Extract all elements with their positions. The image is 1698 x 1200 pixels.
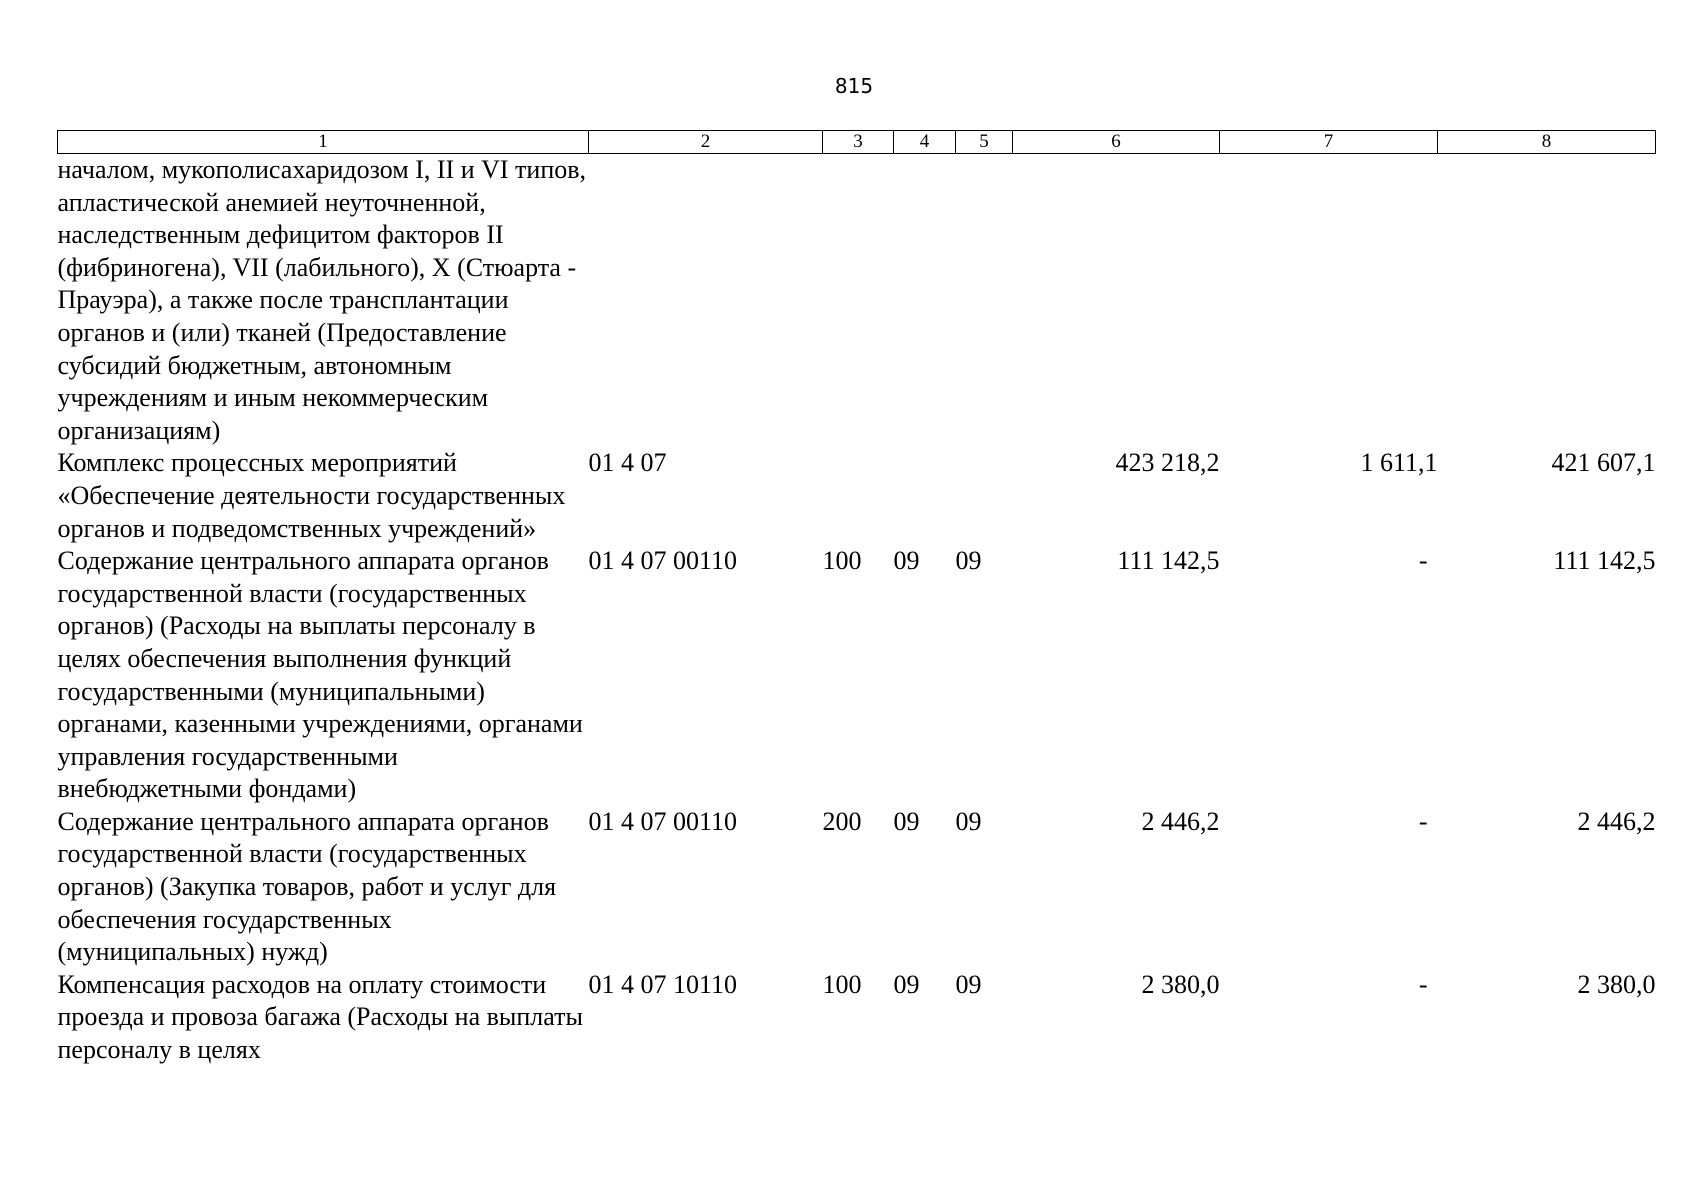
row-col6	[1013, 154, 1220, 448]
row-code: 01 4 07 00110	[588, 546, 738, 576]
row-col6: 2 446,2	[1141, 806, 1220, 836]
row-name: Комплекс процессных мероприятий «Обеспечение деятельности государственных органов и подведомственных учреждений»	[57, 448, 566, 543]
column-header-4: 4	[894, 131, 956, 154]
row-expense-type	[823, 154, 894, 448]
budget-table	[57, 130, 1656, 1067]
row-subsection	[956, 447, 1013, 545]
column-header-5: 5	[956, 131, 1013, 154]
column-header-2: 2	[589, 131, 823, 154]
table-row	[58, 806, 1656, 969]
page-number: 815	[834, 74, 874, 98]
column-header-7: 7	[1220, 131, 1438, 154]
column-header-6: 6	[1013, 131, 1220, 154]
column-header-3: 3	[823, 131, 894, 154]
row-section	[894, 447, 956, 545]
row-expense-type: 100	[822, 546, 862, 576]
row-name: Компенсация расходов на оплату стоимости проезда и провоза багажа (Расходы на выплаты персоналу в целях	[57, 969, 583, 1065]
column-header-1: 1	[58, 131, 589, 154]
row-col7: 1 611,1	[1360, 448, 1438, 478]
row-code: 01 4 07 10110	[588, 969, 738, 999]
row-col8	[1438, 154, 1656, 448]
row-section: 09	[893, 969, 920, 999]
row-col8: 2 446,2	[1577, 806, 1656, 836]
row-subsection: 09	[955, 969, 982, 999]
table-header	[58, 131, 1656, 154]
table-row	[58, 154, 1656, 448]
row-name: Содержание центрального аппарата органов государственной власти (государственных органов) (Расходы на выплаты персоналу в целях обеспечения выполнения функций государственными (муниципальными) органами, казенными учреждениями, органами управления государственными внебюджетными фондами)	[57, 546, 583, 804]
budget-table-container	[57, 130, 1655, 1067]
row-name: Содержание центрального аппарата органов государственной власти (государственных органов) (Закупка товаров, работ и услуг для обеспечения государственных (муниципальных) нужд)	[57, 806, 557, 967]
row-expense-type: 200	[822, 806, 862, 836]
row-subsection: 09	[955, 546, 982, 576]
row-col6: 111 142,5	[1117, 546, 1220, 576]
row-subsection	[956, 154, 1013, 448]
row-expense-type: 100	[822, 969, 862, 999]
row-name: началом, мукополисахаридозом I, II и VI типов, апластической анемией неуточненной, наследственным дефицитом факторов II (фибриногена), VII (лабильного), X (Стюарта - Прауэра), а также после трансплантации органов и (или) тканей (Предоставление субсидий бюджетным, автономным учреждениям и иным некоммерческим организациям)	[57, 155, 587, 445]
row-col6: 423 218,2	[1115, 448, 1220, 478]
row-col7: -	[1418, 806, 1428, 836]
row-col6: 2 380,0	[1141, 969, 1220, 999]
row-col8: 111 142,5	[1553, 546, 1656, 576]
table-row	[58, 545, 1656, 806]
row-section	[894, 154, 956, 448]
row-section: 09	[893, 806, 920, 836]
row-col7	[1220, 154, 1438, 448]
row-expense-type	[823, 447, 894, 545]
row-section: 09	[893, 546, 920, 576]
column-header-8: 8	[1438, 131, 1656, 154]
row-col7: -	[1418, 969, 1428, 999]
table-row	[58, 969, 1656, 1067]
table-body	[58, 154, 1656, 1067]
row-col7: -	[1418, 546, 1428, 576]
row-code: 01 4 07 00110	[588, 806, 738, 836]
row-col8: 421 607,1	[1551, 448, 1656, 478]
row-code: 01 4 07	[588, 448, 667, 478]
row-code	[589, 154, 823, 448]
row-subsection: 09	[955, 806, 982, 836]
header-row	[58, 131, 1656, 154]
table-row	[58, 447, 1656, 545]
row-col8: 2 380,0	[1577, 969, 1656, 999]
